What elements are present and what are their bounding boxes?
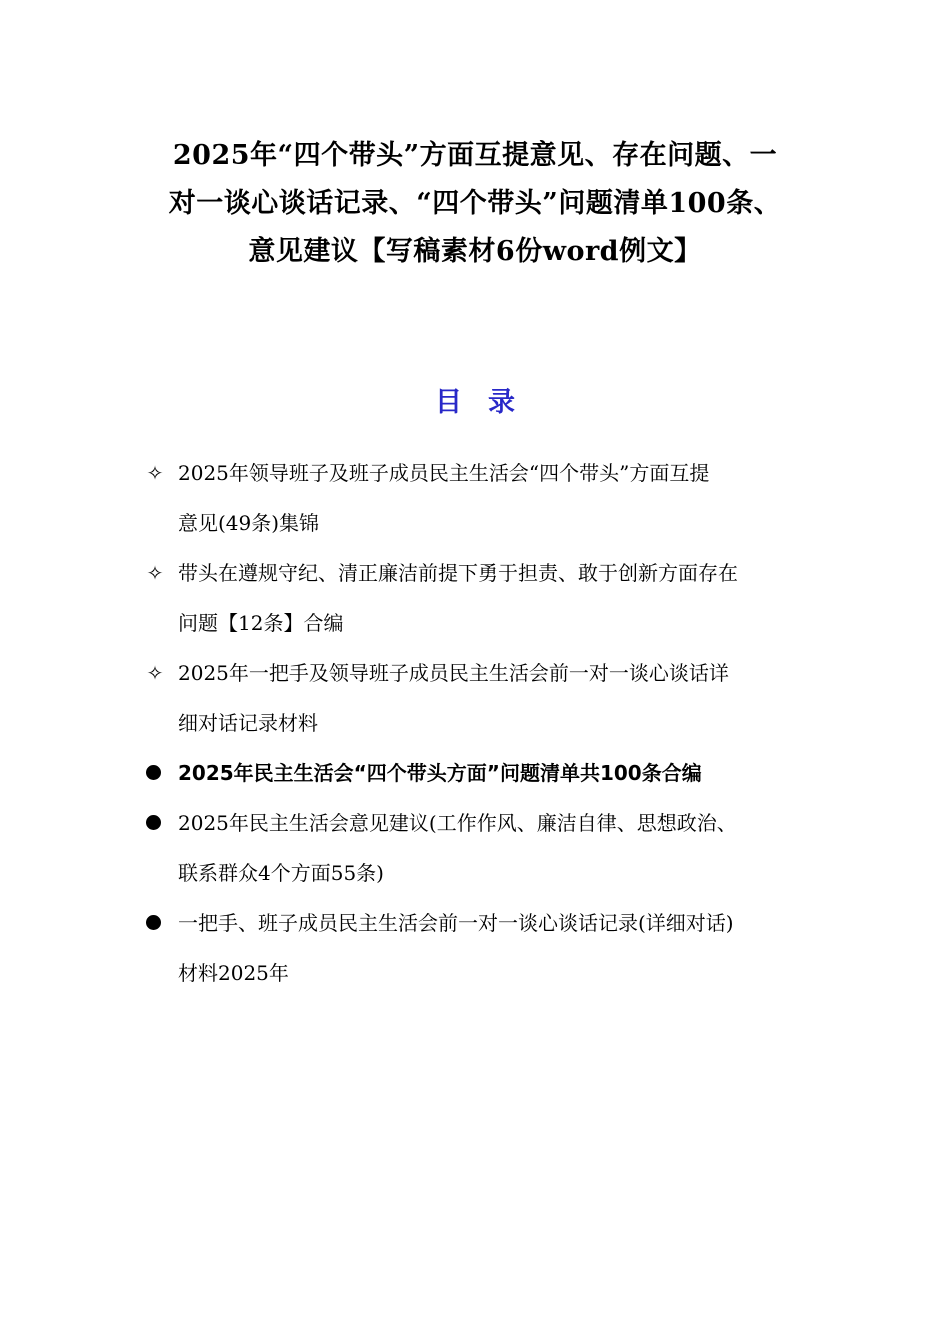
toc-heading: 目录	[435, 387, 541, 418]
toc-item[interactable]	[140, 448, 830, 548]
filled-circle-icon	[146, 815, 161, 830]
toc-item-line: 2025年一把手及领导班子成员民主生活会前一对一谈心谈话详	[178, 661, 729, 685]
toc-item-line: 一把手、班子成员民主生活会前一对一谈心谈话记录(详细对话)	[178, 911, 734, 935]
diamond-star-icon: ✧	[146, 661, 164, 685]
toc-item-line: 问题【12条】合编	[178, 611, 344, 635]
toc-item-line: 2025年领导班子及班子成员民主生活会“四个带头”方面互提	[178, 461, 710, 485]
filled-circle-icon	[146, 915, 161, 930]
toc-item-line: 材料2025年	[178, 961, 289, 985]
document-title	[120, 132, 830, 276]
diamond-star-icon: ✧	[146, 561, 164, 585]
title-line-2: 对一谈心谈话记录、“四个带头”问题清单100条、	[168, 188, 782, 219]
toc-item-line: 意见(49条)集锦	[178, 511, 320, 535]
toc-item[interactable]	[140, 548, 830, 648]
toc-item-line: 2025年民主生活会意见建议(工作作风、廉洁自律、思想政治、	[178, 811, 737, 835]
toc-list	[140, 448, 830, 998]
diamond-star-icon: ✧	[146, 461, 164, 485]
title-line-3: 意见建议【写稿素材6份word例文】	[248, 236, 702, 267]
toc-item[interactable]	[140, 798, 830, 898]
toc-item-line: 2025年民主生活会“四个带头方面”问题清单共100条合编	[178, 761, 702, 785]
toc-item[interactable]	[140, 648, 830, 748]
toc-item-line: 联系群众4个方面55条)	[178, 861, 384, 885]
title-line-1: 2025年“四个带头”方面互提意见、存在问题、一	[172, 140, 778, 171]
toc-item[interactable]	[140, 748, 830, 798]
toc-item-line: 带头在遵规守纪、清正廉洁前提下勇于担责、敢于创新方面存在	[178, 561, 738, 585]
filled-circle-icon	[146, 765, 161, 780]
toc-item-line: 细对话记录材料	[178, 711, 318, 735]
toc-item[interactable]	[140, 898, 830, 998]
